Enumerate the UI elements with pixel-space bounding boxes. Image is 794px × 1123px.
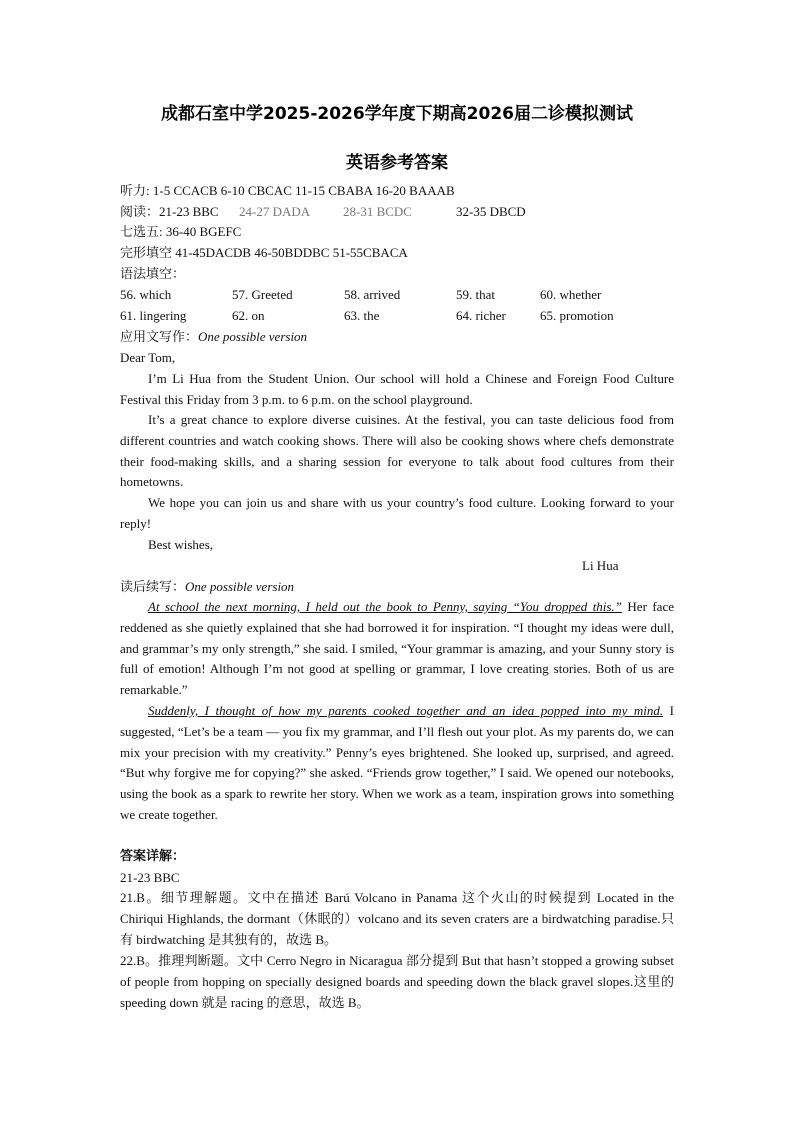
cloze-answers: 完形填空 41-45DACDB 46-50BDDBC 51-55CBACA <box>120 245 408 260</box>
reading-group-2: 24-27 DADA <box>239 204 311 219</box>
letter-paragraph: I’m Li Hua from the Student Union. Our school will hold a Chinese and Foreign Food Culture Festival this Friday from 3 p.m. to 6 p.m. on the school playground. <box>120 371 674 407</box>
grammar-answer: 65. promotion <box>540 308 614 323</box>
reading-group-3: 28-31 BCDC <box>343 204 412 219</box>
grammar-answer: 57. Greeted <box>232 287 293 302</box>
explanation-21: 21.B。细节理解题。文中在描述 Barú Volcano in Panama 这个火山的时候提到 Located in the Chiriqui Highlands, the dormant（休眠的）volcano and its seven craters are a birdwatching paradise.只有 birdwatching 是其独有的，故选 B。 <box>120 890 674 947</box>
writing-label: 应用文写作： <box>120 329 199 344</box>
continuation-lead-sentence: At school the next morning, I held out the book to Penny, saying “You dropped this.” <box>148 599 622 614</box>
continuation-tag: One possible version <box>185 579 295 594</box>
seven-choose-five-answers: 七选五: 36-40 BGEFC <box>120 224 242 239</box>
grammar-answer: 64. richer <box>456 308 506 323</box>
reading-label: 阅读： <box>120 204 160 219</box>
continuation-text: I suggested, “Let’s be a team — you fix my grammar, and I’ll flesh out your plot. As my parents do, we can mix your precision with my creativity.” Penny’s eyes brightened. She looked up, surprised, and agreed. “But why forgive me for copying?” she asked. “Friends grow together,” I said. We opened our notebooks, using the book as a spark to rewrite her story. When we work as a team, inspiration grows into something we create together. <box>120 703 674 822</box>
letter-greeting: Dear Tom, <box>120 350 176 365</box>
writing-tag: One possible version <box>198 329 308 344</box>
letter-closing: Best wishes, <box>148 537 213 552</box>
continuation-paragraph <box>120 701 674 826</box>
details-group: 21-23 BBC <box>120 870 180 885</box>
grammar-answer: 63. the <box>344 308 380 323</box>
grammar-answer: 62. on <box>232 308 265 323</box>
letter-paragraph: It’s a great chance to explore diverse cuisines. At the festival, you can taste delicious food from different countries and watch cooking shows. There will also be cooking shows where chefs demonstrate their food-making skills, and a sharing session for everyone to talk about food cultures from their hometowns. <box>120 412 674 490</box>
letter-paragraph: We hope you can join us and share with us your country’s food culture. Looking forward to your reply! <box>120 495 674 531</box>
continuation-paragraph <box>120 597 674 701</box>
grammar-label: 语法填空： <box>120 266 186 281</box>
writing-heading <box>120 327 674 347</box>
grammar-answer: 56. which <box>120 287 172 302</box>
reading-answers <box>120 202 674 222</box>
grammar-answer: 59. that <box>456 287 495 302</box>
listening-answers: 听力: 1-5 CCACB 6-10 CBCAC 11-15 CBABA 16-20 BAAAB <box>120 183 455 198</box>
letter-signature: Li Hua <box>582 558 619 573</box>
details-heading: 答案详解： <box>120 849 186 864</box>
explanation-22: 22.B。推理判断题。文中 Cerro Negro in Nicaragua 部分提到 But that hasn’t stopped a growing subset of people from hopping on specially designed boards and speeding down the black gravel slopes.这里的 speeding down 就是 racing 的意思，故选 B。 <box>120 953 674 1010</box>
grammar-answer: 60. whether <box>540 287 602 302</box>
grammar-answer: 58. arrived <box>344 287 401 302</box>
page-title: 成都石室中学2025-2026学年度下期高2026届二诊模拟测试 <box>161 104 633 124</box>
continuation-label: 读后续写： <box>120 579 186 594</box>
continuation-lead-sentence: Suddenly, I thought of how my parents cooked together and an idea popped into my mind. <box>148 703 664 718</box>
continuation-text: Her face reddened as she quietly explained that she had borrowed it for inspiration. “I thought my ideas were dull, and grammar’s my only strength,” she said. I smiled, “Your grammar is amazing, and your Sunny story is full of emotion! Although I’m not good at spelling or grammar, I love creating stories. Both of us are remarkable.” <box>120 599 674 698</box>
continuation-heading <box>120 577 674 597</box>
page-subtitle: 英语参考答案 <box>346 153 448 173</box>
reading-group-1: 21-23 BBC <box>159 204 219 219</box>
reading-group-4: 32-35 DBCD <box>456 204 526 219</box>
grammar-answer: 61. lingering <box>120 308 187 323</box>
